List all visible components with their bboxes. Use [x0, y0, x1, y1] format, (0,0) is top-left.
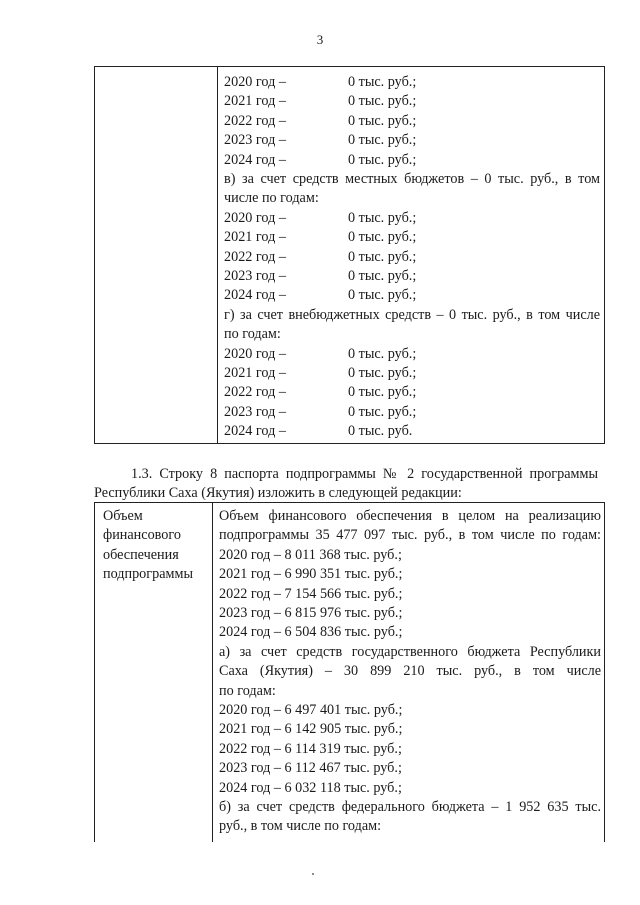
table-row	[224, 286, 416, 305]
row-label: Объем	[103, 508, 143, 524]
local-budget-text: числе по годам:	[224, 190, 319, 207]
amount-value: 0 тыс. руб.;	[348, 209, 417, 226]
year-label: 2022 год –	[224, 248, 286, 265]
year-label: 2022 год –	[224, 384, 286, 401]
table-row	[224, 364, 416, 383]
amount-value: 0 тыс. руб.;	[348, 132, 417, 149]
table-row	[224, 228, 416, 247]
state-budget-text: по годам:	[219, 682, 276, 699]
row-label: обеспечения	[103, 546, 179, 563]
amount-value: 0 тыс. руб.;	[348, 365, 417, 381]
year-label: 2021 год –	[224, 93, 286, 110]
table-row	[224, 345, 416, 364]
table-row: 2020 год – 6 497 401 тыс. руб.;	[219, 702, 403, 718]
table-row: 2021 год – 6 990 351 тыс. руб.;	[219, 566, 403, 583]
amount-value: 0 тыс. руб.	[348, 423, 413, 440]
amount-value: 0 тыс. руб.;	[348, 384, 417, 401]
table-row	[224, 131, 416, 150]
table-row	[224, 422, 412, 441]
amount-value: 0 тыс. руб.;	[348, 345, 417, 362]
year-label: 2024 год –	[224, 423, 286, 440]
amount-value: 0 тыс. руб.;	[348, 287, 417, 304]
state-budget-text: Саха (Якутия) – 30 899 210 тыс. руб., в том числе	[219, 663, 601, 680]
federal-budget-text: б) за счет средств федерального бюджета – 1 952 635 тыс.	[219, 799, 601, 815]
column-divider	[217, 67, 218, 443]
table-row: 2022 год – 6 114 319 тыс. руб.;	[219, 740, 402, 757]
year-label: 2020 год –	[224, 345, 286, 362]
table-row	[224, 73, 416, 92]
extra-budget-text: по годам:	[224, 326, 281, 343]
amendment-paragraph: Республики Саха (Якутия) изложить в следующей редакции:	[94, 485, 462, 501]
year-label: 2022 год –	[224, 112, 286, 129]
amendment-paragraph: 1.3. Строку 8 паспорта подпрограммы № 2 государственной программы	[131, 466, 598, 482]
table-row	[224, 112, 416, 131]
table-row: 2024 год – 6 504 836 тыс. руб.;	[219, 624, 403, 641]
table-row	[224, 92, 416, 111]
table-row: 2023 год – 6 815 976 тыс. руб.;	[219, 605, 403, 621]
federal-budget-text: руб., в том числе по годам:	[219, 818, 382, 835]
year-label: 2020 год –	[224, 209, 286, 226]
total-funding-text: Объем финансового обеспечения в целом на реализацию	[219, 508, 601, 524]
column-divider	[212, 503, 213, 842]
year-label: 2023 год –	[224, 132, 286, 149]
table-row	[224, 248, 416, 267]
footer-mark	[312, 873, 314, 875]
amount-value: 0 тыс. руб.;	[348, 151, 417, 168]
funding-table-subprogram	[94, 502, 605, 842]
amount-value: 0 тыс. руб.;	[348, 112, 417, 129]
table-row: 2023 год – 6 112 467 тыс. руб.;	[219, 760, 402, 777]
table-row: 2020 год – 8 011 368 тыс. руб.;	[219, 546, 402, 563]
table-row: 2024 год – 6 032 118 тыс. руб.;	[219, 779, 402, 796]
row-label: подпрограммы	[103, 566, 193, 583]
funding-table-continued	[94, 66, 605, 444]
table-row	[224, 267, 416, 286]
year-label: 2023 год –	[224, 403, 286, 420]
amount-value: 0 тыс. руб.;	[348, 93, 417, 110]
table-row: 2021 год – 6 142 905 тыс. руб.;	[219, 721, 403, 738]
year-label: 2024 год –	[224, 151, 286, 168]
state-budget-text: а) за счет средств государственного бюджета Республики	[219, 643, 601, 660]
amount-value: 0 тыс. руб.;	[348, 403, 417, 420]
table-row	[224, 383, 416, 402]
year-label: 2023 год –	[224, 268, 286, 284]
table-row	[224, 403, 416, 422]
table-row	[224, 151, 416, 170]
amount-value: 0 тыс. руб.;	[348, 268, 417, 284]
row-label: финансового	[103, 527, 181, 544]
table-row	[224, 209, 416, 228]
amount-value: 0 тыс. руб.;	[348, 229, 417, 246]
extra-budget-text: г) за счет внебюджетных средств – 0 тыс. руб., в том числе	[224, 306, 600, 323]
year-label: 2021 год –	[224, 229, 286, 246]
local-budget-text: в) за счет средств местных бюджетов – 0 тыс. руб., в том	[224, 171, 600, 187]
amount-value: 0 тыс. руб.;	[348, 248, 417, 265]
year-label: 2024 год –	[224, 287, 286, 304]
total-funding-text: подпрограммы 35 477 097 тыс. руб., в том числе по годам:	[219, 527, 601, 544]
page-number: 3	[316, 32, 324, 47]
amount-value: 0 тыс. руб.;	[348, 74, 417, 90]
table-row: 2022 год – 7 154 566 тыс. руб.;	[219, 585, 403, 602]
year-label: 2021 год –	[224, 365, 286, 381]
year-label: 2020 год –	[224, 74, 286, 90]
